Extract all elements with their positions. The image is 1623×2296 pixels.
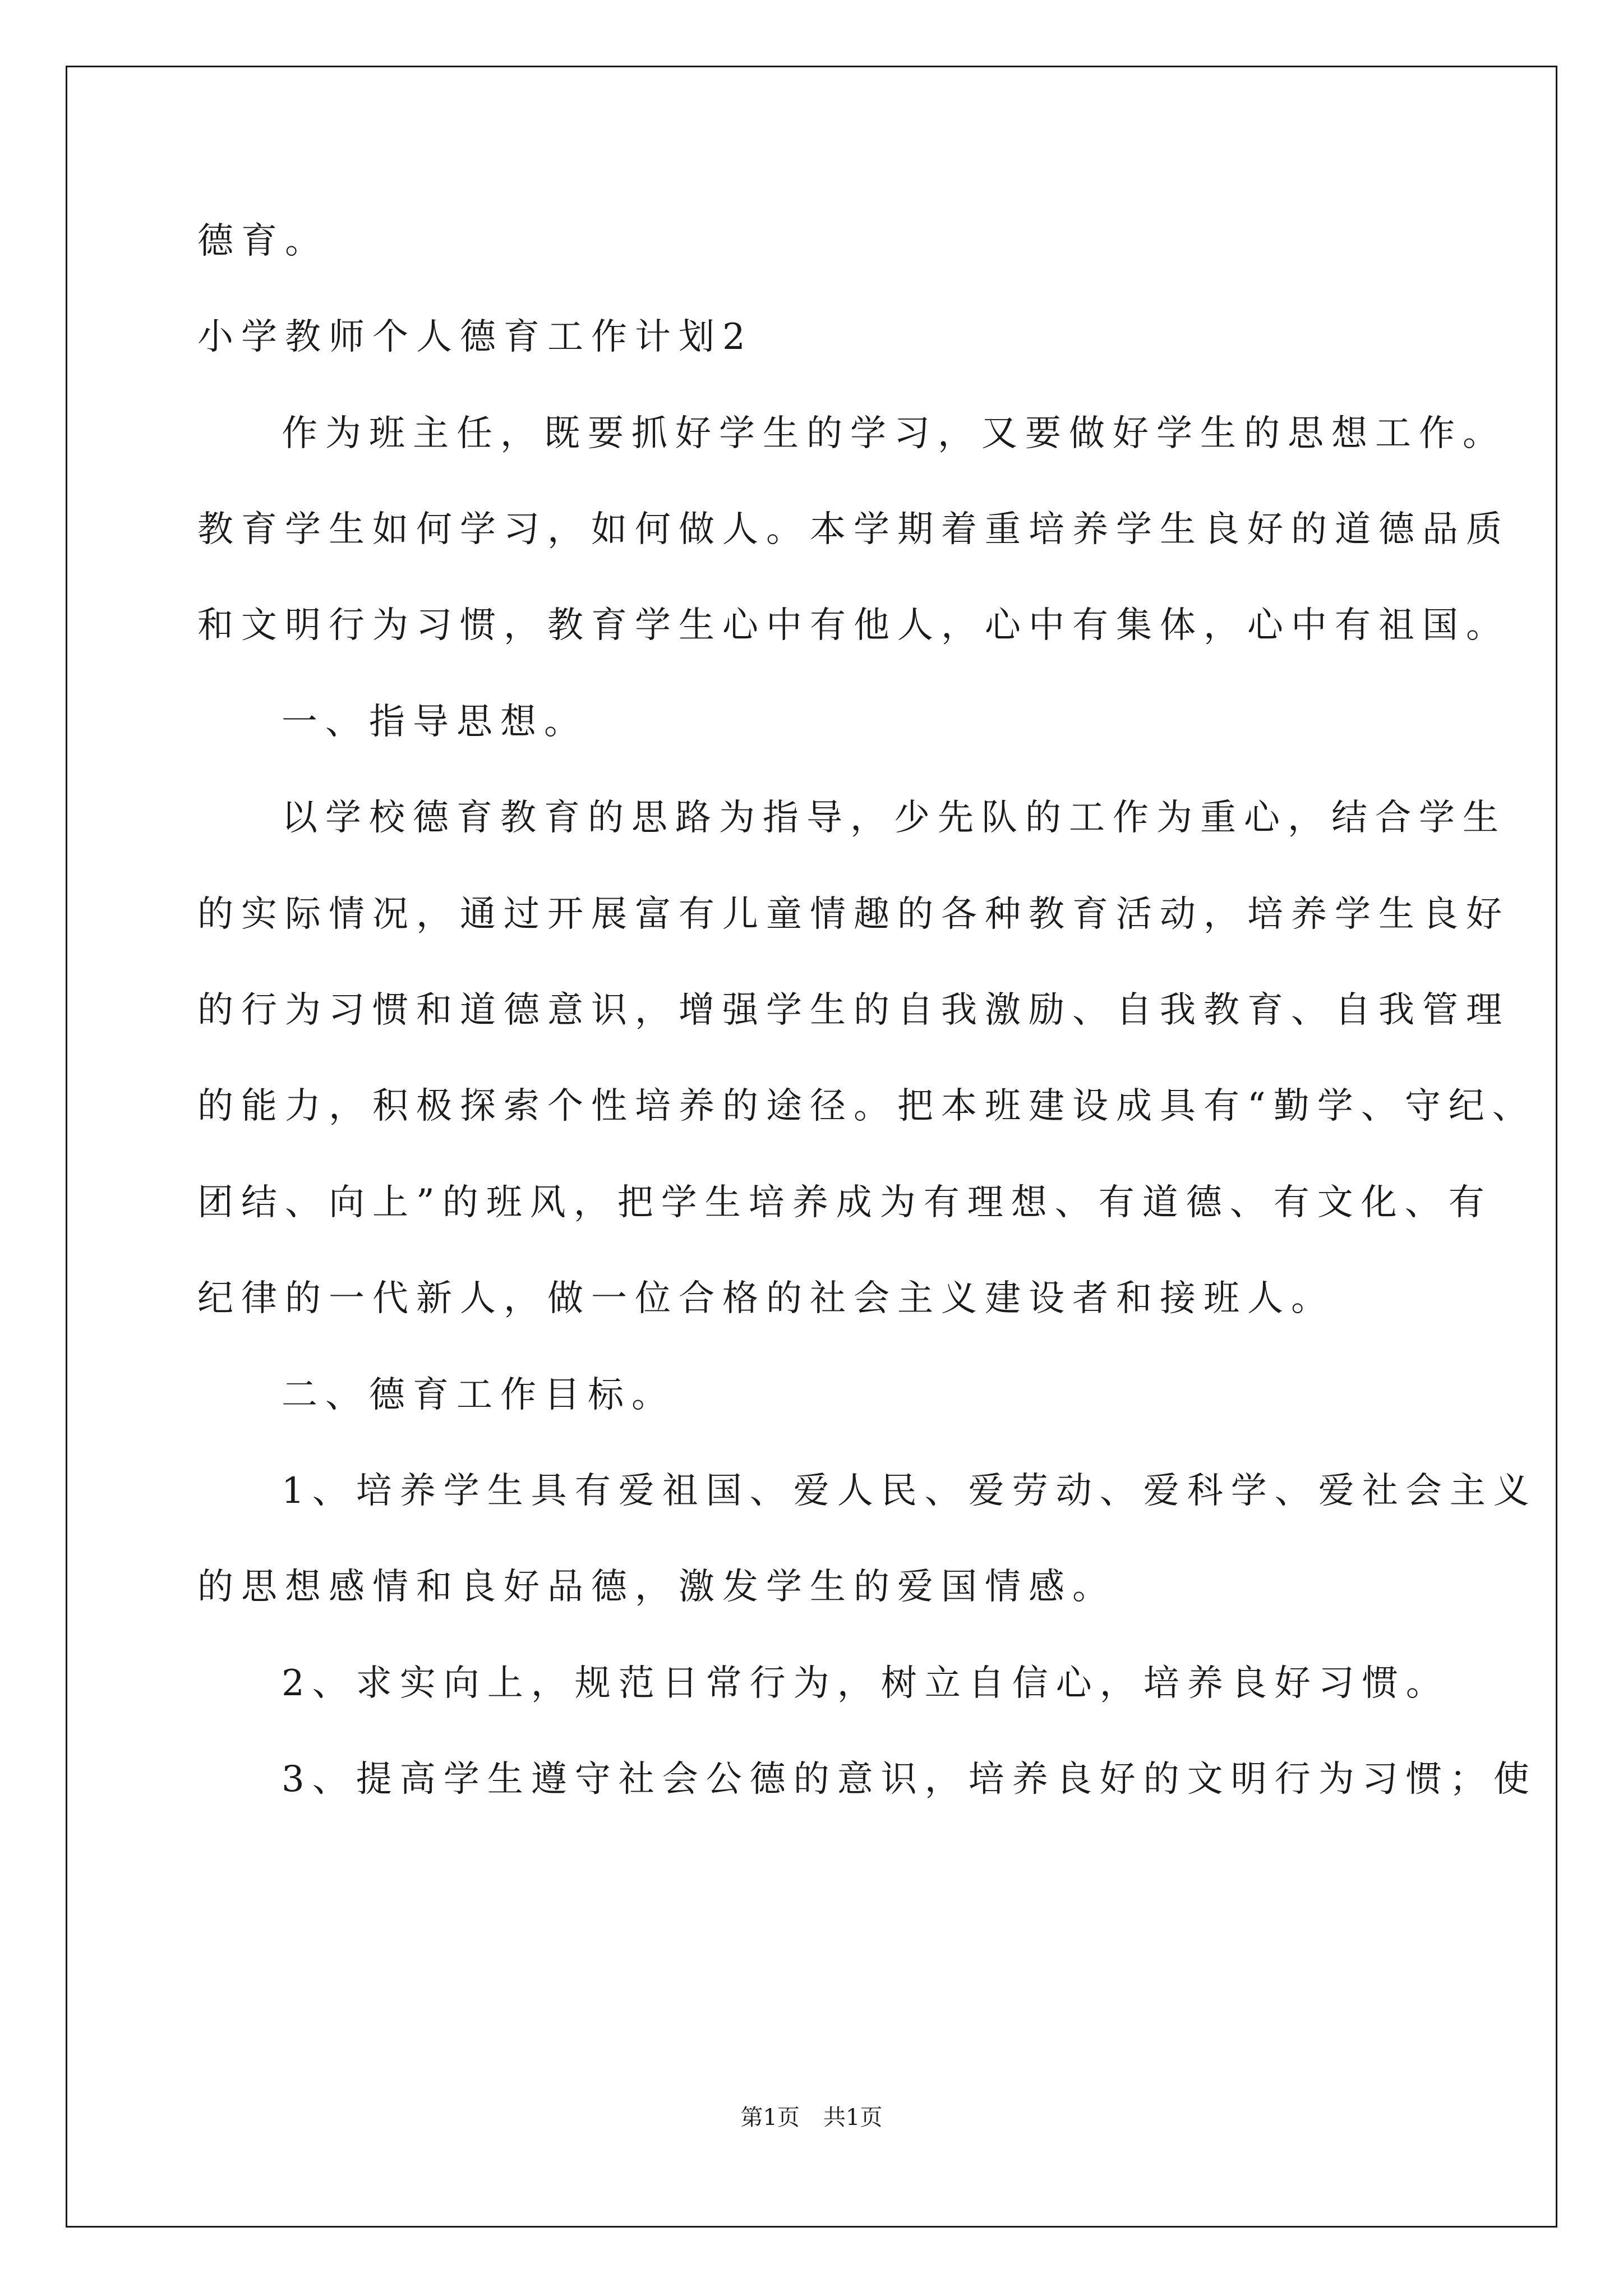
paragraph-line: 的实际情况，通过开展富有儿童情趣的各种教育活动，培养学生良好 — [197, 894, 1510, 935]
list-item-line: 1、培养学生具有爱祖国、爱人民、爱劳动、爱科学、爱社会主义 — [282, 1470, 1537, 1512]
paragraph-line: 以学校德育教育的思路为指导，少先队的工作为重心，结合学生 — [282, 797, 1506, 839]
paragraph-line: 纪律的一代新人，做一位合格的社会主义建设者和接班人。 — [197, 1278, 1335, 1319]
page-footer — [0, 2106, 1623, 2129]
page-number-total: 共1页 — [823, 2105, 883, 2131]
paragraph-line: 团结、向上”的班风，把学生培养成为有理想、有道德、有文化、有 — [197, 1182, 1492, 1223]
paragraph-line: 的行为习惯和道德意识，增强学生的自我激励、自我教育、自我管理 — [197, 990, 1510, 1031]
paragraph-line: 和文明行为习惯，教育学生心中有他人，心中有集体，心中有祖国。 — [197, 605, 1510, 646]
paragraph-line: 教育学生如何学习，如何做人。本学期着重培养学生良好的道德品质 — [197, 509, 1510, 550]
list-item-line: 3、提高学生遵守社会公德的意识，培养良好的文明行为习惯；使 — [282, 1759, 1537, 1800]
list-item-line: 2、求实向上，规范日常行为，树立自信心，培养良好习惯。 — [282, 1663, 1450, 1704]
heading-guiding-ideology: 一、指导思想。 — [282, 701, 588, 743]
page-border — [66, 66, 1557, 2228]
heading-moral-education-goals: 二、德育工作目标。 — [282, 1374, 675, 1416]
text-line: 德育。 — [197, 220, 329, 262]
paragraph-line: 的能力，积极探索个性培养的途径。把本班建设成具有“勤学、守纪、 — [197, 1085, 1536, 1127]
list-item-line: 的思想感情和良好品德，激发学生的爱国情感。 — [197, 1566, 1116, 1608]
paragraph-line: 作为班主任，既要抓好学生的学习，又要做好学生的思想工作。 — [282, 413, 1506, 454]
section-title: 小学教师个人德育工作计划2 — [197, 316, 753, 358]
page-number-current: 第1页 — [740, 2105, 800, 2131]
